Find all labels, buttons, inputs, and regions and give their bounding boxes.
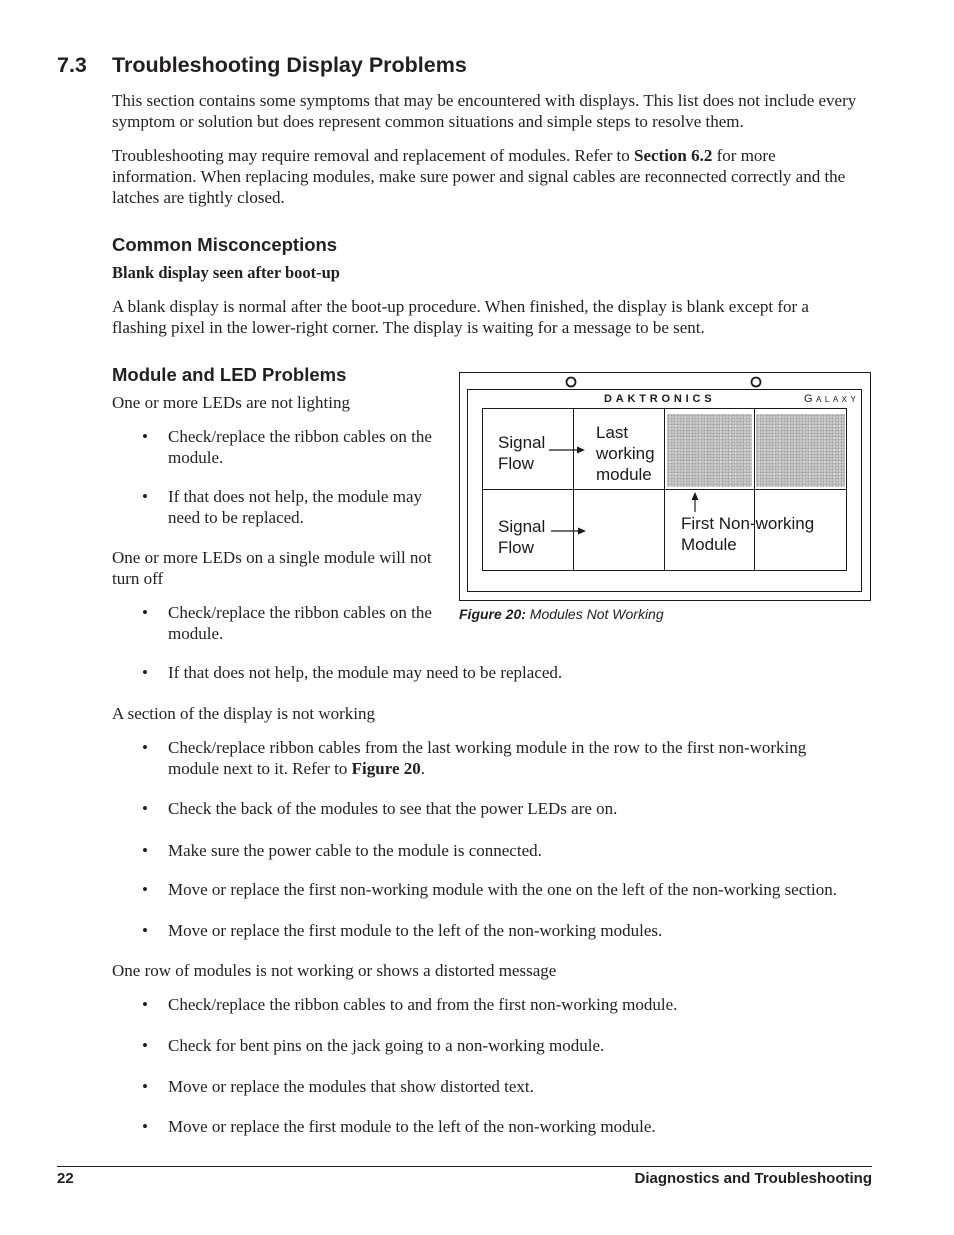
text-line: Check/replace the ribbon cables to and from the first non-working module. — [168, 995, 678, 1014]
eyebolt-left-icon — [567, 378, 576, 387]
text-line: One or more LEDs on a single module will not — [112, 548, 432, 567]
flow-label: Flow — [498, 454, 534, 473]
bullet-glyph: • — [142, 1036, 148, 1055]
text-line: Move or replace the first non-working module with the one on the left of the non-working section. — [168, 880, 837, 899]
bullet-glyph: • — [142, 1077, 148, 1096]
last-label: Last — [596, 423, 629, 442]
step-text — [168, 426, 432, 468]
bullet-glyph: • — [142, 487, 148, 506]
text-line: symptom or solution but does represent common situations and simple steps to resolve them. — [112, 112, 744, 131]
text-line: Check/replace ribbon cables from the last working module in the row to the first non-working — [168, 738, 807, 757]
symptom-title — [112, 703, 375, 724]
step-text — [168, 879, 837, 900]
text-line: module. — [168, 624, 224, 643]
arrow-up-icon — [692, 492, 699, 500]
working-label: working — [596, 444, 655, 463]
page-number: 22 — [57, 1170, 74, 1187]
text-line: Check/replace the ribbon cables on the — [168, 427, 432, 446]
step-text — [168, 737, 806, 779]
text-line: If that does not help, the module may need to be replaced. — [168, 663, 563, 682]
common-misconceptions-heading: Common Misconceptions — [112, 234, 338, 255]
eyebolt-right-icon — [752, 378, 761, 387]
model-name: Galaxy — [804, 393, 860, 405]
text-segment: for more — [716, 146, 776, 165]
signal-label: Signal — [498, 433, 546, 452]
module-led-heading: Module and LED Problems — [112, 364, 347, 385]
step-text — [168, 920, 662, 941]
step-text — [168, 1076, 534, 1097]
symptom-title — [112, 547, 432, 589]
text-line: One row of modules is not working or shows a distorted message — [112, 961, 557, 980]
arrow-right-icon — [577, 447, 585, 454]
section-title: Troubleshooting Display Problems — [112, 53, 467, 77]
text-segment: module next to it. Refer to — [168, 759, 348, 778]
modules-paragraph — [112, 145, 845, 208]
figure-reference: Figure 20 — [351, 759, 421, 778]
text-line: flashing pixel in the lower-right corner. The display is waiting for a message to be sent. — [112, 318, 705, 337]
section-number: 7.3 — [57, 53, 87, 77]
intro-paragraph — [112, 90, 856, 132]
section-reference: Section 6.2 — [633, 146, 713, 165]
step-text — [168, 662, 562, 683]
text-line: information. When replacing modules, make sure power and signal cables are reconnected correctly and the — [112, 167, 846, 186]
bullet-glyph: • — [142, 427, 148, 446]
footer-rule — [57, 1166, 872, 1167]
bullet-glyph: • — [142, 799, 148, 818]
bullet-glyph: • — [142, 995, 148, 1014]
text-line — [168, 758, 806, 779]
text-segment: . — [420, 759, 426, 778]
text-line: Check the back of the modules to see that the power LEDs are on. — [168, 799, 618, 818]
step-text — [168, 1035, 604, 1056]
text-line: A blank display is normal after the boot-up procedure. When finished, the display is blank except for a — [112, 297, 809, 316]
caption-title: Modules Not Working — [529, 606, 664, 622]
first-non-working-label: First Non-working — [681, 514, 815, 533]
step-text — [168, 798, 617, 819]
text-line: Check/replace the ribbon cables on the — [168, 603, 432, 622]
text-line: turn off — [112, 569, 164, 588]
chapter-title: Diagnostics and Troubleshooting — [634, 1170, 872, 1187]
bullet-glyph: • — [142, 1117, 148, 1136]
text-line: Make sure the power cable to the module is connected. — [168, 841, 542, 860]
text-line: Move or replace the first module to the left of the non-working module. — [168, 1117, 656, 1136]
text-line: Move or replace the modules that show distorted text. — [168, 1077, 534, 1096]
blank-display-paragraph — [112, 296, 809, 338]
text-segment: Troubleshooting may require removal and replacement of modules. Refer to — [112, 146, 630, 165]
modules-not-working-figure — [459, 372, 872, 602]
step-text — [168, 1116, 656, 1137]
module-label: module — [596, 465, 652, 484]
arrow-right-icon — [578, 528, 586, 535]
step-text — [168, 602, 432, 644]
figure-caption — [459, 606, 664, 623]
step-text — [168, 994, 677, 1015]
signal-label: Signal — [498, 517, 546, 536]
text-line: need to be replaced. — [168, 508, 304, 527]
bullet-glyph: • — [142, 663, 148, 682]
text-line: Check for bent pins on the jack going to a non-working module. — [168, 1036, 605, 1055]
bullet-glyph: • — [142, 603, 148, 622]
bullet-glyph: • — [142, 841, 148, 860]
text-line: One or more LEDs are not lighting — [112, 393, 350, 412]
text-line: This section contains some symptoms that may be encountered with displays. This list does not include every — [112, 91, 857, 110]
caption-label: Figure 20: — [459, 606, 526, 622]
symptom-title — [112, 392, 350, 413]
flow-label: Flow — [498, 538, 534, 557]
text-line: module. — [168, 448, 224, 467]
bullet-glyph: • — [142, 738, 148, 757]
step-text — [168, 840, 542, 861]
bullet-glyph: • — [142, 921, 148, 940]
step-text — [168, 486, 422, 528]
blank-display-subheading: Blank display seen after boot-up — [112, 263, 340, 282]
text-line: Move or replace the first module to the left of the non-working modules. — [168, 921, 663, 940]
module-label: Module — [681, 535, 737, 554]
text-line: If that does not help, the module may — [168, 487, 422, 506]
text-line: A section of the display is not working — [112, 704, 376, 723]
text-line — [112, 145, 845, 166]
brand-name: DAKTRONICS — [604, 393, 716, 405]
text-line: latches are tightly closed. — [112, 188, 285, 207]
bullet-glyph: • — [142, 880, 148, 899]
symptom-title — [112, 960, 556, 981]
